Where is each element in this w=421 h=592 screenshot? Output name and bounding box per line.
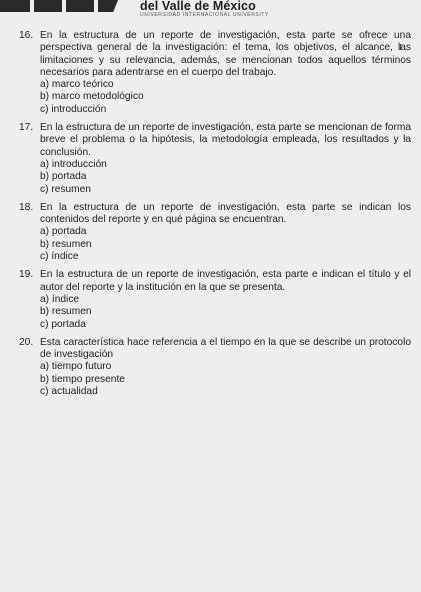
question-20 xyxy=(19,337,411,398)
answer-option-c[interactable]: c) introducción xyxy=(40,103,107,115)
answer-option-c[interactable]: c) actualidad xyxy=(40,386,98,398)
question-18 xyxy=(19,202,411,263)
question-list xyxy=(19,30,411,404)
question-text: En la estructura de un reporte de investigación, esta parte se mencionan de forma breve el problema o la hipótesis, la metodología empleada, los resultados y la conclusión. xyxy=(40,122,411,158)
question-17 xyxy=(19,122,411,196)
university-logo xyxy=(0,0,118,12)
question-text: En la estructura de un reporte de investigación, esta parte se ofrece una perspectiva general de la investigación: el tema, los objetivos, el alcance, las limitaciones y su relevancia, además, se mencionan todos aquellos términos necesarios para adentrarse en el cuerpo del trabajo. xyxy=(40,30,411,78)
question-number: 17. xyxy=(19,122,34,134)
answer-option-b[interactable]: b) marco metodológico xyxy=(40,91,144,103)
question-number: 16. xyxy=(19,30,34,41)
question-text: En la estructura de un reporte de investigación, esta parte e indican el título y el autor del reporte y la institución en la que se presenta. xyxy=(40,269,411,293)
answer-option-b[interactable]: b) portada xyxy=(40,171,87,183)
question-number: 18. xyxy=(19,201,34,213)
question-number: 20. xyxy=(19,336,34,348)
answer-option-c[interactable]: c) índice xyxy=(40,251,79,263)
answer-option-b[interactable]: b) resumen xyxy=(40,238,92,250)
answer-option-a[interactable]: a) marco teórico xyxy=(40,79,114,91)
page-header xyxy=(0,0,421,26)
university-name: del Valle de México xyxy=(140,0,256,13)
answer-option-a[interactable]: a) tiempo futuro xyxy=(40,361,112,373)
answer-option-c[interactable]: c) resumen xyxy=(40,183,91,195)
question-number: 19. xyxy=(19,269,34,281)
answer-option-a[interactable]: a) índice xyxy=(40,293,80,305)
answer-option-b[interactable]: b) resumen xyxy=(40,306,92,318)
answer-option-a[interactable]: a) introducción xyxy=(40,158,107,170)
answer-option-b[interactable]: b) tiempo presente xyxy=(40,373,125,385)
question-text: Esta característica hace referencia a el tiempo en la que se describe un protocolo de investigación xyxy=(40,336,411,361)
answer-option-c[interactable]: c) portada xyxy=(40,318,86,330)
question-text: En la estructura de un reporte de investigación, esta parte se indican los contenidos del reporte y en qué página se encuentran. xyxy=(40,201,411,226)
answer-option-a[interactable]: a) portada xyxy=(40,226,87,238)
question-16 xyxy=(19,30,411,116)
university-subtitle: UNIVERSIDAD INTERNACIONAL UNIVERSITY xyxy=(140,12,269,18)
question-19 xyxy=(19,269,411,330)
